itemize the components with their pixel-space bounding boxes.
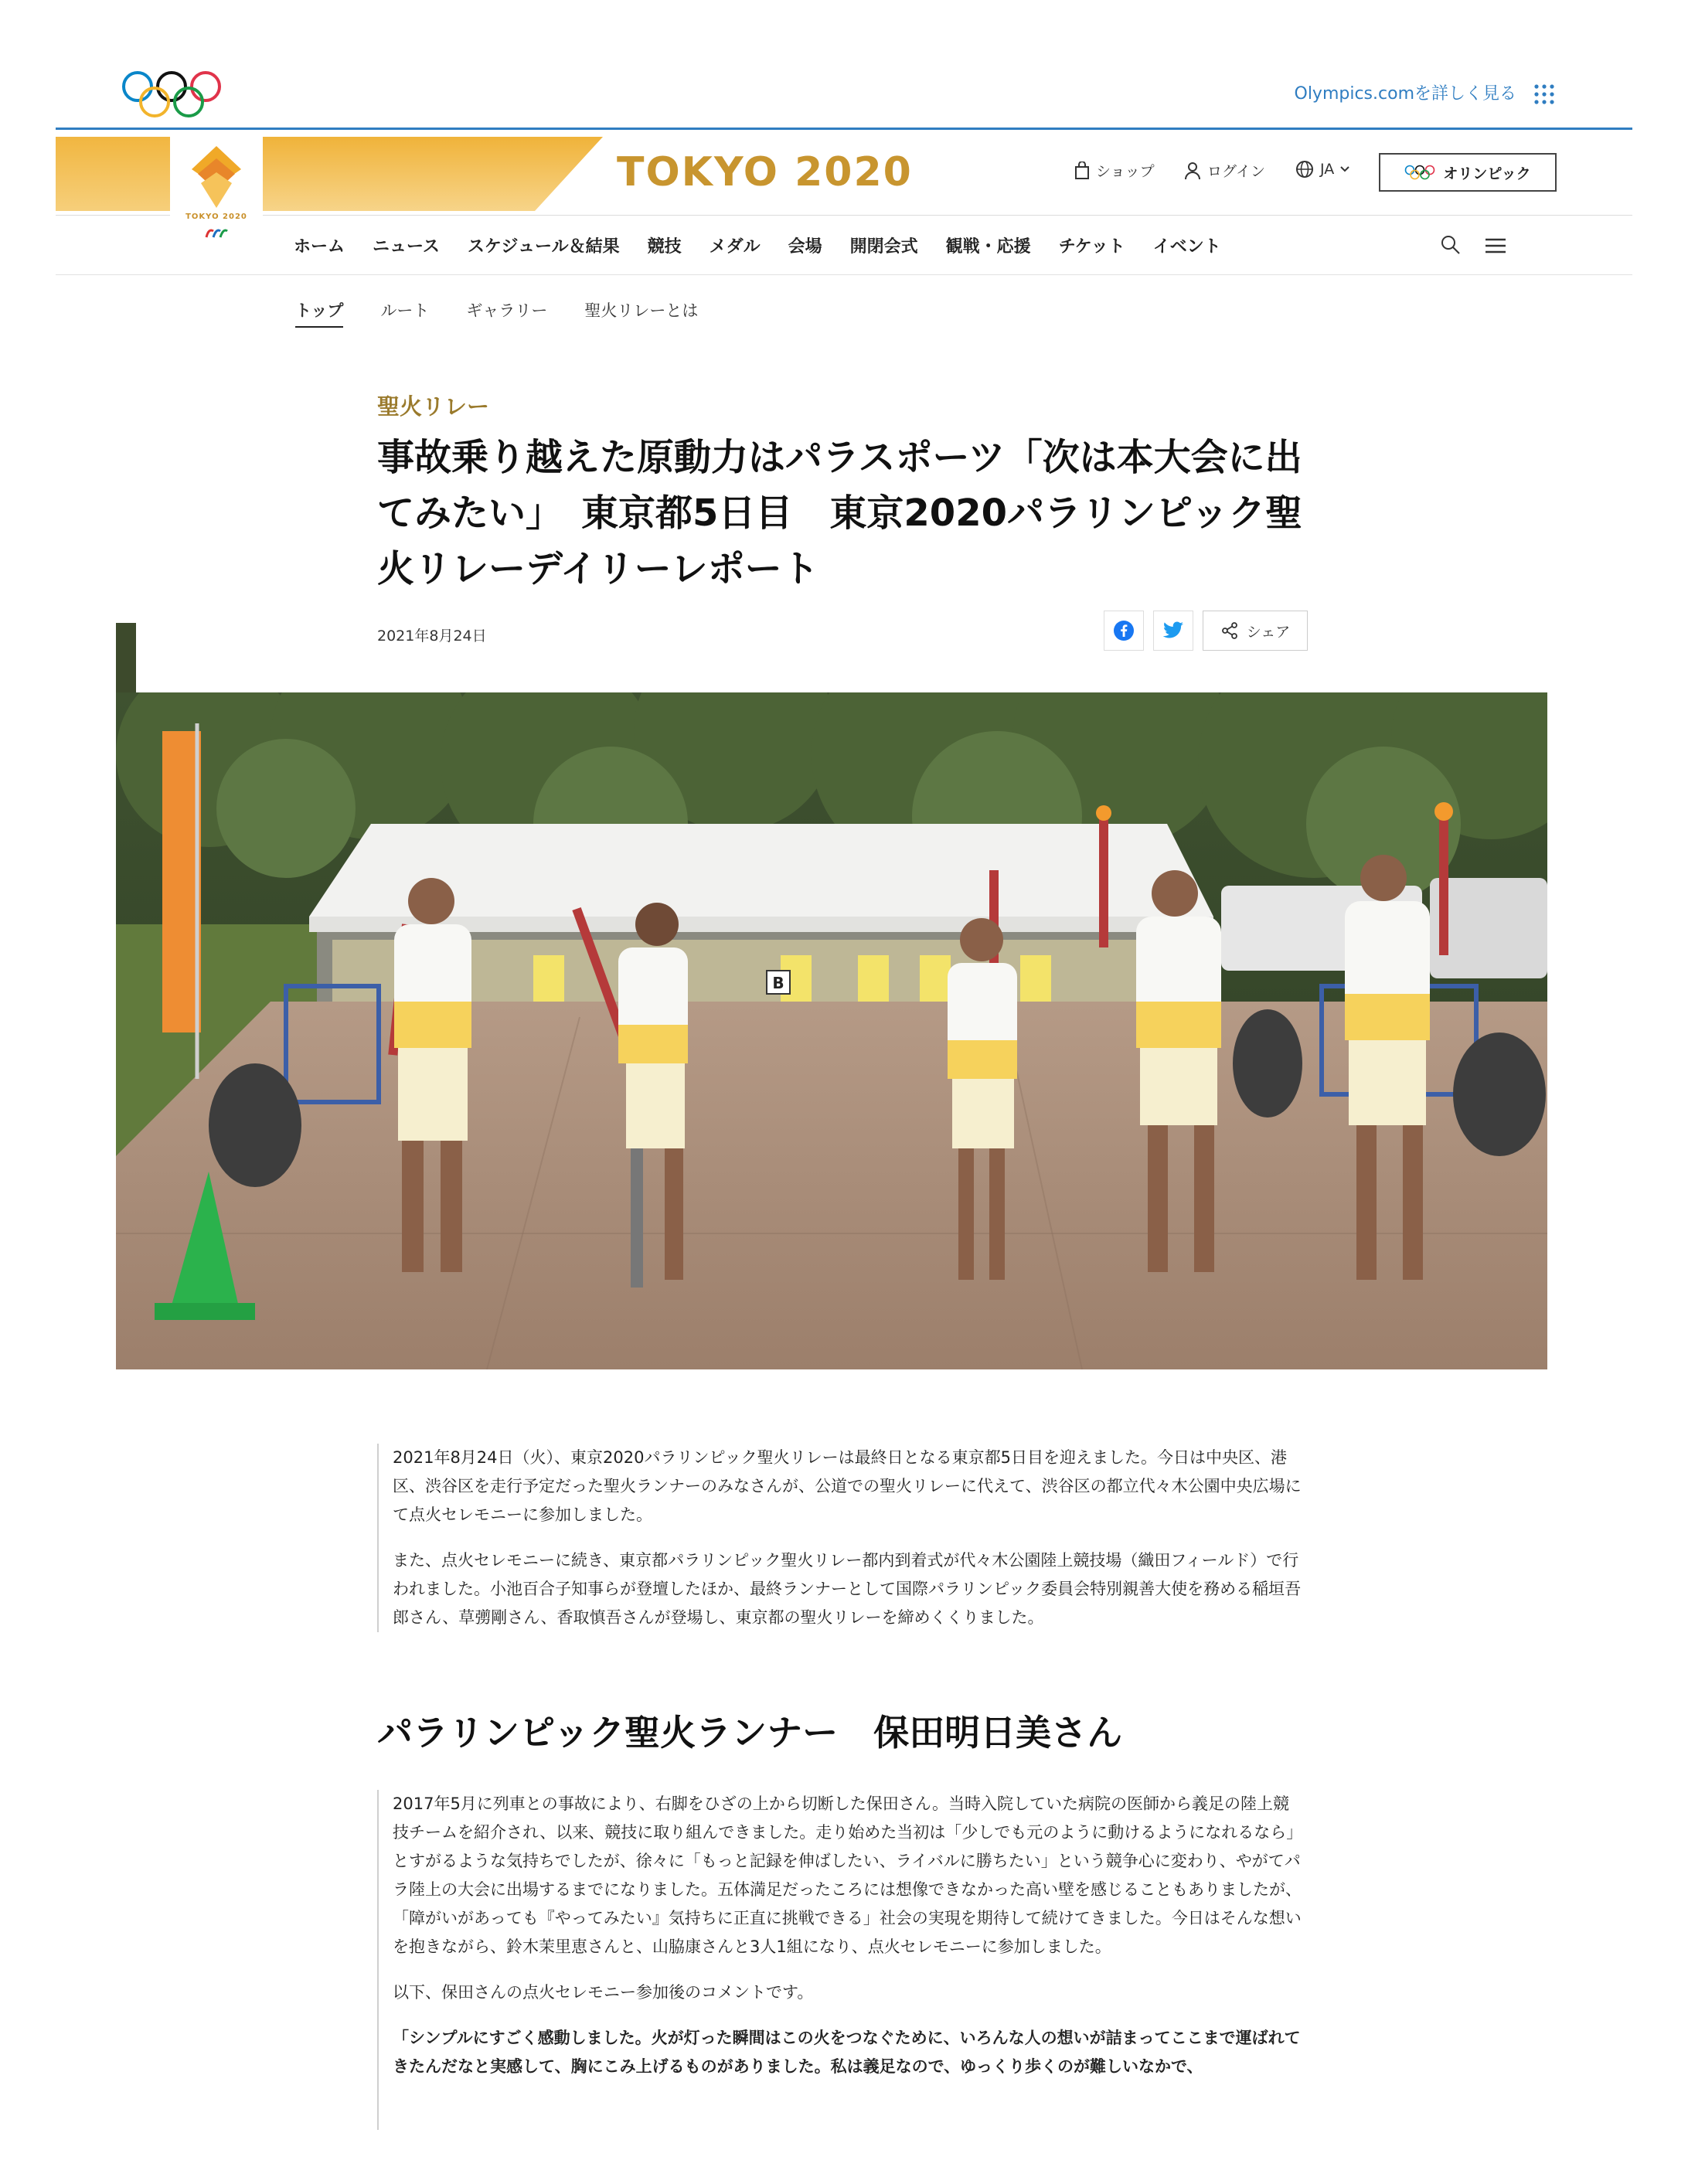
intro-paragraph: 2021年8月24日（火）、東京2020パラリンピック聖火リレーは最終日となる東京都5日目を迎えました。今日は中央区、港区、渋谷区を走行予定だった聖火ランナーのみなさんが、公道での聖火リレーに代えて、渋谷区の都立代々木公園中央広場にて点火セレモニーに参加しました。	[393, 1448, 1302, 1524]
nav-item-sports[interactable]: 競技	[647, 237, 682, 257]
torch-ceremony-photo	[116, 692, 1547, 1369]
apps-grid-icon[interactable]	[1533, 83, 1555, 105]
nav-item-schedule[interactable]: スケジュール＆結果	[467, 237, 620, 257]
nav-item-venues[interactable]: 会場	[788, 237, 822, 257]
nav-item-home[interactable]: ホーム	[294, 237, 345, 257]
intro-paragraph: また、点火セレモニーに続き、東京都パラリンピック聖火リレー都内到着式が代々木公園陸上競技場（織田フィールド）で行われました。小池百合子知事らが登壇したほか、最終ランナーとして国際パラリンピック委員会特別親善大使を務める稲垣吾郎さん、草彅剛さん、香取慎吾さんが登場し、東京都の聖火リレーを締めくくりました。	[393, 1551, 1302, 1627]
shop-label: ショップ	[1096, 163, 1155, 180]
login-link[interactable]	[1184, 160, 1265, 181]
olympic-button-label: オリンピック	[1443, 165, 1531, 182]
twitter-share-button[interactable]	[1153, 611, 1193, 651]
article-category[interactable]: 聖火リレー	[377, 393, 490, 420]
olympic-rings-icon[interactable]	[119, 70, 224, 121]
header-color-band-left	[56, 137, 170, 211]
nav-item-tickets[interactable]: チケット	[1058, 237, 1125, 257]
subnav-item-top[interactable]: トップ	[295, 298, 343, 328]
facebook-icon	[1113, 620, 1135, 641]
share-label: シェア	[1246, 623, 1291, 641]
runner-quote: 「シンプルにすごく感動しました。火が灯った瞬間はこの火をつなぐために、いろんな人の想いが詰まってここまで運ばれてきたんだなと実感して、胸にこみ上げるものがありました。私は義足なので、ゆっくり歩くのが難しいなかで、	[393, 2029, 1301, 2076]
olympic-site-button[interactable]	[1379, 153, 1557, 192]
nav-item-ceremonies[interactable]: 開閉会式	[849, 237, 918, 257]
globe-icon	[1295, 160, 1314, 179]
article-intro	[377, 1444, 1305, 1632]
nav-item-events[interactable]: イベント	[1152, 237, 1221, 257]
torch-flame-emblem-icon	[190, 146, 243, 208]
facebook-share-button[interactable]	[1104, 611, 1144, 651]
article-headline: 事故乗り越えた原動力はパラスポーツ「次は本大会に出てみたい」 東京都5日目 東京2020パラリンピック聖火リレーデイリーレポート	[377, 436, 1303, 590]
torch-ceremony-illustration	[116, 692, 1547, 1369]
user-icon	[1184, 162, 1201, 180]
share-icon	[1220, 621, 1239, 640]
search-icon[interactable]	[1439, 233, 1462, 257]
olympic-rings-small-icon	[1404, 165, 1435, 180]
nav-item-medals[interactable]: メダル	[709, 237, 761, 257]
body-paragraph: 2017年5月に列車との事故により、右脚をひざの上から切断した保田さん。当時入院していた病院の医師から義足の陸上競技チームを紹介され、以来、競技に取り組んできました。走り始めた当初は「少しでも元のように動けるようになれるなら」とすがるような気持ちでしたが、徐々に「もっと記録を伸ばしたい、ライバルに勝ちたい」という競争心に変わり、やがてパラ陸上の大会に出場するまでになりました。五体満足だったころには想像できなかった高い壁を感じることもありましたが、「障がいがあっても『やってみたい』気持ちに正直に挑戦できる」社会の実現を期待して続けてきました。今日はそんな想いを抱きながら、鈴木茉里恵さんと、山脇康さんと3人1組になり、点火セレモニーに参加しました。	[393, 1794, 1303, 1956]
language-label: JA	[1320, 161, 1335, 178]
share-button[interactable]	[1203, 611, 1308, 651]
hamburger-menu-icon[interactable]	[1484, 235, 1507, 257]
subnav-item-gallery[interactable]: ギャラリー	[466, 301, 548, 320]
publish-date: 2021年8月24日	[377, 628, 487, 645]
main-nav-items	[294, 233, 1221, 257]
twitter-icon	[1162, 621, 1184, 640]
torch-relay-subnav	[295, 298, 698, 328]
main-nav	[56, 216, 1632, 275]
header-color-band	[263, 137, 603, 211]
subnav-item-about[interactable]: 聖火リレーとは	[584, 301, 699, 320]
tent-sign-letter: B	[772, 974, 784, 992]
nav-item-news[interactable]: ニュース	[373, 237, 440, 257]
subnav-item-route[interactable]: ルート	[380, 301, 430, 320]
photo-edge-strip	[116, 623, 136, 692]
tokyo2020-header	[56, 132, 1632, 221]
section-heading: パラリンピック聖火ランナー 保田明日美さん	[377, 1712, 1123, 1754]
login-label: ログイン	[1207, 163, 1266, 180]
shop-link[interactable]	[1074, 160, 1155, 181]
nav-item-watch[interactable]: 観戦・応援	[945, 237, 1031, 257]
emblem-caption: TOKYO 2020	[185, 213, 247, 221]
section-body	[377, 1790, 1305, 2130]
shopping-bag-icon	[1074, 162, 1090, 180]
olympics-top-bar	[56, 0, 1632, 130]
body-paragraph: 以下、保田さんの点火セレモニー参加後のコメントです。	[393, 1983, 814, 2002]
language-selector[interactable]	[1295, 160, 1349, 179]
brand-title[interactable]: TOKYO 2020	[617, 149, 913, 196]
chevron-down-icon	[1340, 166, 1349, 172]
olympics-com-link[interactable]: Olympics.comを詳しく見る	[1294, 84, 1516, 104]
